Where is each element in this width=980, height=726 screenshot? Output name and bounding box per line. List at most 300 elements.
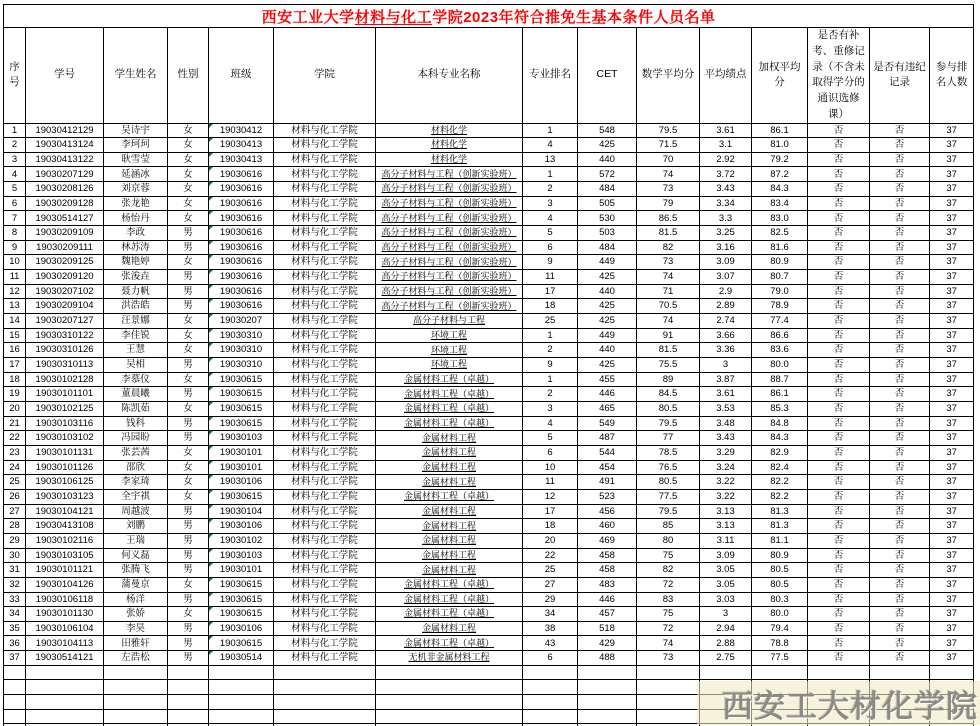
cell-gender: 男: [168, 651, 209, 666]
cell-ranking-pool: 37: [930, 196, 974, 211]
green-triangle-icon: [209, 431, 213, 435]
cell-weighted-avg: 81.6: [752, 240, 808, 255]
column-header-math-avg: 数学平均分: [637, 28, 700, 124]
cell-index: 11: [4, 270, 26, 285]
cell-index: [4, 709, 26, 724]
cell-major-rank: 4: [523, 138, 578, 153]
table-row: [4, 138, 974, 153]
cell-cet: [578, 695, 637, 710]
cell-major-rank: 17: [523, 284, 578, 299]
cell-index: 19: [4, 387, 26, 402]
cell-class: 19030310: [209, 328, 274, 343]
cell-gpa: 3.1: [700, 138, 752, 153]
cell-retake-record: 否: [808, 123, 870, 138]
cell-class: 19030514: [209, 651, 274, 666]
cell-gpa: 3.24: [700, 460, 752, 475]
table-row: [4, 387, 974, 402]
cell-gender: 女: [168, 196, 209, 211]
cell-name: 张龙艳: [104, 196, 168, 211]
cell-index: [4, 695, 26, 710]
cell-college: 材料与化工学院: [274, 182, 376, 197]
cell-ranking-pool: 37: [930, 636, 974, 651]
table-row: [4, 651, 974, 666]
cell-college: 材料与化工学院: [274, 636, 376, 651]
cell-name: 吴诗宇: [104, 123, 168, 138]
cell-cet: 505: [578, 196, 637, 211]
cell-cet: 484: [578, 182, 637, 197]
cell-retake-record: 否: [808, 284, 870, 299]
cell-gpa: 3.13: [700, 504, 752, 519]
cell-class: [209, 709, 274, 724]
cell-cet: 548: [578, 123, 637, 138]
cell-retake-record: [808, 665, 870, 680]
cell-math-avg: 74: [637, 314, 700, 329]
cell-weighted-avg: 78.8: [752, 636, 808, 651]
cell-class: 19030101: [209, 563, 274, 578]
cell-major: 材料化学: [376, 138, 523, 153]
cell-math-avg: 74: [637, 167, 700, 182]
cell-discipline-record: 否: [870, 401, 930, 416]
cell-student-id: 19030207127: [26, 314, 104, 329]
cell-gender: 女: [168, 607, 209, 622]
green-triangle-icon: [209, 607, 213, 611]
cell-retake-record: [808, 709, 870, 724]
cell-math-avg: 73: [637, 651, 700, 666]
cell-major-rank: 43: [523, 636, 578, 651]
cell-student-id: 19030101126: [26, 460, 104, 475]
cell-gpa: 2.74: [700, 314, 752, 329]
cell-math-avg: [637, 695, 700, 710]
cell-index: 33: [4, 592, 26, 607]
cell-ranking-pool: 37: [930, 343, 974, 358]
cell-gpa: 3.13: [700, 519, 752, 534]
cell-major: 金属材料工程（卓越）: [376, 607, 523, 622]
cell-major-rank: 4: [523, 416, 578, 431]
cell-retake-record: 否: [808, 240, 870, 255]
table-row: [4, 328, 974, 343]
cell-major: 金属材料工程: [376, 431, 523, 446]
cell-major-rank: 38: [523, 621, 578, 636]
green-triangle-icon: [209, 402, 213, 406]
cell-student-id: 19030209111: [26, 240, 104, 255]
cell-gpa: [700, 680, 752, 695]
cell-weighted-avg: 88.7: [752, 372, 808, 387]
cell-ranking-pool: 37: [930, 255, 974, 270]
cell-discipline-record: 否: [870, 196, 930, 211]
cell-major-rank: 22: [523, 548, 578, 563]
cell-ranking-pool: 37: [930, 152, 974, 167]
cell-discipline-record: 否: [870, 416, 930, 431]
cell-retake-record: 否: [808, 328, 870, 343]
cell-college: 材料与化工学院: [274, 431, 376, 446]
cell-gpa: 2.9: [700, 284, 752, 299]
cell-retake-record: 否: [808, 182, 870, 197]
cell-index: 31: [4, 563, 26, 578]
cell-gpa: 3.61: [700, 123, 752, 138]
cell-major: 金属材料工程（卓越）: [376, 401, 523, 416]
cell-retake-record: 否: [808, 548, 870, 563]
cell-student-id: 19030514127: [26, 211, 104, 226]
cell-weighted-avg: 80.9: [752, 255, 808, 270]
cell-name: 钱科: [104, 416, 168, 431]
cell-math-avg: [637, 665, 700, 680]
table-row: [4, 167, 974, 182]
cell-college: 材料与化工学院: [274, 651, 376, 666]
cell-gender: 女: [168, 372, 209, 387]
cell-gpa: 2.89: [700, 299, 752, 314]
cell-discipline-record: 否: [870, 138, 930, 153]
column-header-index: 序号: [4, 28, 26, 124]
cell-discipline-record: 否: [870, 343, 930, 358]
cell-math-avg: 73: [637, 255, 700, 270]
cell-gpa: 2.94: [700, 621, 752, 636]
cell-retake-record: 否: [808, 343, 870, 358]
cell-cet: 457: [578, 607, 637, 622]
cell-name: 杨洋: [104, 592, 168, 607]
cell-name: 耿雪莹: [104, 152, 168, 167]
cell-student-id: 19030209104: [26, 299, 104, 314]
cell-student-id: 19030106125: [26, 475, 104, 490]
cell-index: [4, 665, 26, 680]
cell-class: 19030310: [209, 358, 274, 373]
cell-class: 19030615: [209, 607, 274, 622]
cell-gender: 女: [168, 489, 209, 504]
cell-cet: 549: [578, 416, 637, 431]
cell-class: 19030615: [209, 387, 274, 402]
cell-gender: 男: [168, 240, 209, 255]
cell-gender: 女: [168, 255, 209, 270]
cell-gender: 男: [168, 226, 209, 241]
cell-name: 邵欣: [104, 460, 168, 475]
cell-ranking-pool: 37: [930, 167, 974, 182]
cell-class: 19030616: [209, 167, 274, 182]
cell-name: 李政: [104, 226, 168, 241]
cell-name: [104, 665, 168, 680]
cell-index: 27: [4, 504, 26, 519]
cell-class: 19030616: [209, 226, 274, 241]
cell-discipline-record: 否: [870, 445, 930, 460]
cell-gender: 女: [168, 445, 209, 460]
cell-retake-record: 否: [808, 577, 870, 592]
cell-gender: [168, 680, 209, 695]
cell-gpa: 3.36: [700, 343, 752, 358]
cell-retake-record: 否: [808, 299, 870, 314]
cell-cet: 487: [578, 431, 637, 446]
cell-name: 蒲曼京: [104, 577, 168, 592]
cell-index: 37: [4, 651, 26, 666]
cell-college: 材料与化工学院: [274, 240, 376, 255]
green-triangle-icon: [209, 285, 213, 289]
green-triangle-icon: [209, 417, 213, 421]
cell-retake-record: 否: [808, 270, 870, 285]
cell-major: [376, 665, 523, 680]
cell-major-rank: 1: [523, 372, 578, 387]
cell-name: 田雅轩: [104, 636, 168, 651]
cell-class: 19030101: [209, 460, 274, 475]
cell-weighted-avg: 82.2: [752, 489, 808, 504]
cell-cet: 491: [578, 475, 637, 490]
cell-weighted-avg: 83.4: [752, 196, 808, 211]
cell-student-id: 19030103116: [26, 416, 104, 431]
cell-gender: 男: [168, 431, 209, 446]
cell-retake-record: 否: [808, 431, 870, 446]
cell-weighted-avg: 84.3: [752, 431, 808, 446]
cell-retake-record: 否: [808, 196, 870, 211]
cell-ranking-pool: 37: [930, 270, 974, 285]
cell-weighted-avg: [752, 680, 808, 695]
cell-class: 19030616: [209, 270, 274, 285]
cell-name: 李慕仪: [104, 372, 168, 387]
cell-index: 1: [4, 123, 26, 138]
cell-discipline-record: 否: [870, 533, 930, 548]
cell-math-avg: 81.5: [637, 226, 700, 241]
cell-discipline-record: 否: [870, 152, 930, 167]
cell-student-id: [26, 695, 104, 710]
cell-major: 材料化学: [376, 123, 523, 138]
cell-class: 19030615: [209, 372, 274, 387]
cell-college: 材料与化工学院: [274, 387, 376, 402]
green-triangle-icon: [209, 549, 213, 553]
cell-student-id: [26, 680, 104, 695]
cell-math-avg: 82: [637, 240, 700, 255]
cell-ranking-pool: 37: [930, 314, 974, 329]
cell-major: 金属材料工程（卓越）: [376, 387, 523, 402]
cell-college: 材料与化工学院: [274, 621, 376, 636]
cell-ranking-pool: 37: [930, 460, 974, 475]
cell-math-avg: 74: [637, 636, 700, 651]
cell-index: 34: [4, 607, 26, 622]
cell-weighted-avg: [752, 709, 808, 724]
cell-gender: 男: [168, 548, 209, 563]
cell-math-avg: 91: [637, 328, 700, 343]
cell-college: [274, 665, 376, 680]
cell-ranking-pool: [930, 665, 974, 680]
cell-index: 7: [4, 211, 26, 226]
cell-college: 材料与化工学院: [274, 577, 376, 592]
cell-retake-record: 否: [808, 255, 870, 270]
cell-class: 19030616: [209, 255, 274, 270]
cell-major: 高分子材料与工程（创新实验班）: [376, 167, 523, 182]
cell-index: 17: [4, 358, 26, 373]
cell-student-id: 19030310126: [26, 343, 104, 358]
cell-gender: 男: [168, 270, 209, 285]
cell-math-avg: 74: [637, 270, 700, 285]
cell-student-id: 19030209128: [26, 196, 104, 211]
roster-table: [3, 4, 974, 726]
cell-gender: [168, 665, 209, 680]
cell-cet: 455: [578, 372, 637, 387]
cell-retake-record: 否: [808, 416, 870, 431]
cell-student-id: 19030103102: [26, 431, 104, 446]
green-triangle-icon: [209, 329, 213, 333]
cell-cet: 572: [578, 167, 637, 182]
cell-major: 高分子材料与工程（创新实验班）: [376, 299, 523, 314]
cell-college: 材料与化工学院: [274, 226, 376, 241]
cell-student-id: 19030209109: [26, 226, 104, 241]
cell-gpa: 3.3: [700, 211, 752, 226]
cell-math-avg: 71.5: [637, 138, 700, 153]
cell-math-avg: 84.5: [637, 387, 700, 402]
cell-college: 材料与化工学院: [274, 489, 376, 504]
cell-cet: 440: [578, 152, 637, 167]
cell-student-id: 19030413124: [26, 138, 104, 153]
cell-major: [376, 695, 523, 710]
cell-retake-record: 否: [808, 167, 870, 182]
cell-name: 延涵冰: [104, 167, 168, 182]
cell-index: 5: [4, 182, 26, 197]
cell-name: 陈凯茹: [104, 401, 168, 416]
column-header-gpa: 平均绩点: [700, 28, 752, 124]
cell-major: 金属材料工程: [376, 519, 523, 534]
cell-ranking-pool: 37: [930, 504, 974, 519]
cell-retake-record: 否: [808, 621, 870, 636]
cell-student-id: 19030209125: [26, 255, 104, 270]
cell-retake-record: 否: [808, 401, 870, 416]
cell-discipline-record: 否: [870, 489, 930, 504]
cell-major: 金属材料工程: [376, 475, 523, 490]
cell-math-avg: 82: [637, 563, 700, 578]
cell-index: 26: [4, 489, 26, 504]
cell-discipline-record: 否: [870, 607, 930, 622]
cell-student-id: 19030310113: [26, 358, 104, 373]
cell-cet: 429: [578, 636, 637, 651]
cell-student-id: 19030514121: [26, 651, 104, 666]
cell-ranking-pool: 37: [930, 445, 974, 460]
cell-weighted-avg: 80.0: [752, 358, 808, 373]
cell-index: 23: [4, 445, 26, 460]
cell-math-avg: 79.5: [637, 504, 700, 519]
cell-class: 19030103: [209, 431, 274, 446]
cell-discipline-record: 否: [870, 314, 930, 329]
cell-math-avg: 73: [637, 182, 700, 197]
cell-class: 19030616: [209, 240, 274, 255]
green-triangle-icon: [209, 563, 213, 567]
cell-college: 材料与化工学院: [274, 138, 376, 153]
cell-college: 材料与化工学院: [274, 592, 376, 607]
green-triangle-icon: [209, 255, 213, 259]
cell-retake-record: 否: [808, 592, 870, 607]
table-row: [4, 226, 974, 241]
table-row: [4, 431, 974, 446]
cell-ranking-pool: 37: [930, 416, 974, 431]
page-title-underlined: 材料与化工: [354, 8, 433, 26]
column-header-name: 学生姓名: [104, 28, 168, 124]
cell-major-rank: 11: [523, 270, 578, 285]
cell-gender: 男: [168, 533, 209, 548]
cell-class: 19030616: [209, 284, 274, 299]
cell-class: 19030412: [209, 123, 274, 138]
cell-major: 金属材料工程: [376, 548, 523, 563]
cell-major-rank: [523, 695, 578, 710]
cell-cet: 454: [578, 460, 637, 475]
cell-gender: 男: [168, 519, 209, 534]
cell-ranking-pool: 37: [930, 651, 974, 666]
cell-name: 李佳锐: [104, 328, 168, 343]
cell-cet: 440: [578, 343, 637, 358]
cell-major-rank: 1: [523, 167, 578, 182]
green-triangle-icon: [209, 475, 213, 479]
cell-college: 材料与化工学院: [274, 563, 376, 578]
green-triangle-icon: [209, 167, 213, 171]
cell-college: 材料与化工学院: [274, 211, 376, 226]
cell-math-avg: 78.5: [637, 445, 700, 460]
cell-gender: 女: [168, 577, 209, 592]
cell-class: 19030615: [209, 592, 274, 607]
cell-college: 材料与化工学院: [274, 343, 376, 358]
green-triangle-icon: [209, 578, 213, 582]
cell-class: 19030616: [209, 182, 274, 197]
title-row: [4, 5, 974, 28]
cell-student-id: 19030103105: [26, 548, 104, 563]
cell-discipline-record: 否: [870, 504, 930, 519]
cell-college: 材料与化工学院: [274, 270, 376, 285]
cell-discipline-record: 否: [870, 519, 930, 534]
table-row: [4, 255, 974, 270]
cell-discipline-record: 否: [870, 563, 930, 578]
cell-discipline-record: 否: [870, 328, 930, 343]
empty-row: [4, 709, 974, 724]
cell-discipline-record: 否: [870, 460, 930, 475]
cell-index: 8: [4, 226, 26, 241]
table-row: [4, 636, 974, 651]
cell-index: 6: [4, 196, 26, 211]
cell-discipline-record: 否: [870, 592, 930, 607]
cell-cet: 449: [578, 255, 637, 270]
cell-major: 高分子材料与工程（创新实验班）: [376, 270, 523, 285]
cell-ranking-pool: 37: [930, 401, 974, 416]
cell-class: 19030616: [209, 211, 274, 226]
cell-major-rank: 2: [523, 343, 578, 358]
green-triangle-icon: [209, 241, 213, 245]
cell-weighted-avg: 82.2: [752, 475, 808, 490]
cell-name: 李昊: [104, 621, 168, 636]
cell-cet: 446: [578, 387, 637, 402]
cell-cet: 446: [578, 592, 637, 607]
cell-index: 29: [4, 533, 26, 548]
cell-class: 19030615: [209, 636, 274, 651]
cell-gpa: [700, 665, 752, 680]
cell-weighted-avg: 86.6: [752, 328, 808, 343]
cell-gender: 女: [168, 343, 209, 358]
cell-gender: 男: [168, 563, 209, 578]
cell-name: 何义磊: [104, 548, 168, 563]
cell-class: 19030106: [209, 475, 274, 490]
cell-weighted-avg: 82.5: [752, 226, 808, 241]
cell-major-rank: 25: [523, 563, 578, 578]
cell-name: 全宇祺: [104, 489, 168, 504]
green-triangle-icon: [209, 124, 213, 128]
cell-gpa: 3.53: [700, 401, 752, 416]
column-header-weighted-avg: 加权平均分: [752, 28, 808, 124]
cell-weighted-avg: 82.9: [752, 445, 808, 460]
table-row: [4, 401, 974, 416]
cell-class: 19030615: [209, 416, 274, 431]
cell-math-avg: 80.5: [637, 401, 700, 416]
cell-major: 金属材料工程: [376, 533, 523, 548]
cell-discipline-record: 否: [870, 299, 930, 314]
cell-student-id: 19030101130: [26, 607, 104, 622]
cell-weighted-avg: 83.0: [752, 211, 808, 226]
cell-major: [376, 709, 523, 724]
cell-student-id: 19030101101: [26, 387, 104, 402]
cell-student-id: 19030106104: [26, 621, 104, 636]
cell-cet: 484: [578, 240, 637, 255]
cell-ranking-pool: [930, 709, 974, 724]
page-title-prefix: 西安工业大学: [261, 8, 355, 26]
cell-index: 3: [4, 152, 26, 167]
cell-ranking-pool: 37: [930, 475, 974, 490]
cell-major-rank: 11: [523, 475, 578, 490]
